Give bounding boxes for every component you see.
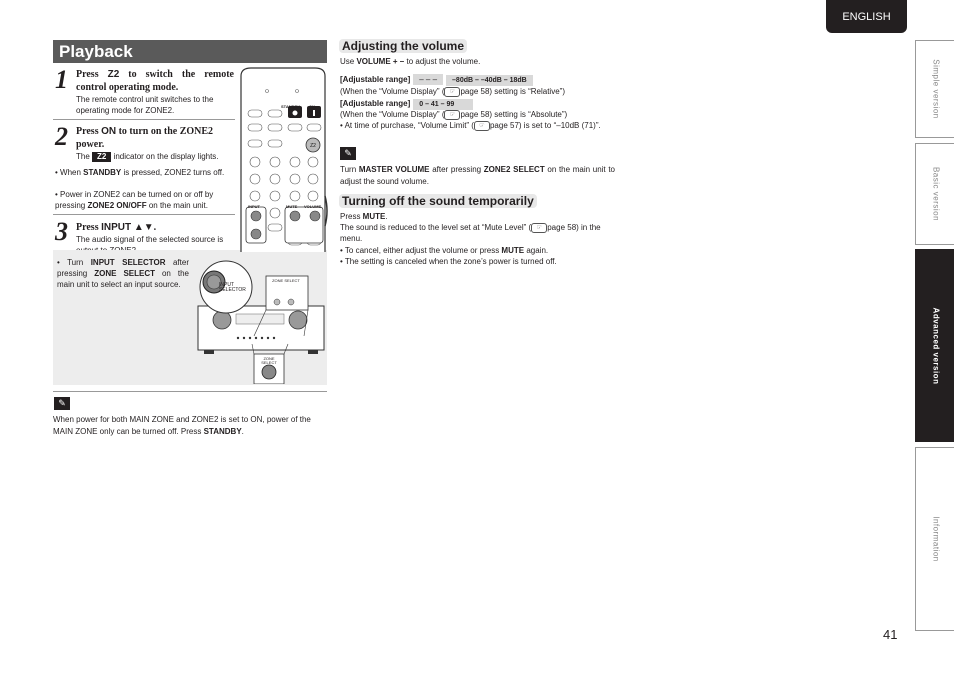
text: .	[241, 427, 244, 436]
text: The setting is canceled when the zone’s power is turned off.	[344, 257, 557, 266]
key-zone2-select: ZONE2 SELECT	[483, 165, 545, 174]
language-tab: ENGLISH	[826, 0, 907, 33]
key-standby: STANDBY	[83, 168, 122, 177]
adjust-range1-note	[340, 86, 565, 97]
adjust-range1	[340, 74, 533, 86]
text: page 57) is set to “–10dB (71)”.	[489, 121, 601, 130]
mute-press-line	[340, 211, 388, 222]
text: Turn	[67, 258, 91, 267]
mute-level-line	[340, 222, 615, 244]
section-title-playback: Playback	[53, 40, 327, 63]
page-ref-icon: ☞	[444, 110, 460, 120]
page-ref-icon: ☞	[531, 223, 547, 233]
key-mute: MUTE	[362, 212, 386, 221]
text: Press	[340, 212, 363, 221]
tab-advanced-version[interactable]	[915, 249, 954, 442]
text: on the main unit to adjust the sound volume.	[340, 165, 616, 186]
text: Power in ZONE2 can be turned on or off by pressing	[55, 190, 214, 210]
text: after pressing	[429, 165, 484, 174]
remote-label-volume: VOLUME	[304, 204, 322, 209]
text: When	[60, 168, 84, 177]
step-number-2: 2	[55, 122, 68, 151]
step2-bullet1: • When STANDBY is pressed, ZONE2 turns off.	[55, 168, 225, 177]
divider	[53, 391, 327, 392]
text: to adjust the volume.	[404, 57, 481, 66]
pencil-icon: ✎	[54, 397, 70, 410]
page-ref-icon: ☞	[444, 87, 460, 97]
svg-text:Z2: Z2	[310, 143, 316, 149]
text: Turn	[340, 165, 359, 174]
step2-body	[76, 151, 236, 162]
range-label: [Adjustable range]	[340, 75, 411, 84]
text: (When the “Volume Display” (	[340, 87, 445, 96]
key-standby: STANDBY	[203, 427, 242, 436]
text: Press	[76, 222, 102, 233]
text: page 58) setting is “Absolute”)	[460, 110, 568, 119]
page-ref-icon: ☞	[474, 121, 490, 131]
text: .	[385, 212, 388, 221]
mute-bullet1: • To cancel, either adjust the volume or press MUTE again.	[340, 246, 549, 255]
playback-note	[53, 414, 328, 438]
text: The sound is reduced to the level set at “Mute Level” (	[340, 223, 532, 232]
key-mute: MUTE	[501, 246, 525, 255]
text: (When the “Volume Display” (	[340, 110, 445, 119]
tab-basic-version[interactable]	[915, 143, 954, 245]
key-master-volume: MASTER VOLUME	[358, 165, 430, 174]
range1-min: – – –	[413, 74, 443, 85]
text: to switch the remote control operating mode.	[76, 69, 234, 93]
remote-control-illustration	[237, 66, 329, 252]
divider	[53, 119, 235, 120]
main-unit-illustration	[194, 258, 326, 384]
range-label: [Adjustable range]	[340, 99, 411, 108]
step-number-1: 1	[55, 65, 68, 94]
step3-bullet: • Turn INPUT SELECTOR after pressing ZONE SELECT on the main unit to select an input source.	[57, 258, 189, 289]
text: to turn on the ZONE2 power.	[76, 126, 214, 150]
step3-title	[76, 221, 234, 234]
text: page 58) setting is “Relative”)	[460, 87, 565, 96]
step3-body: The audio signal of the selected source is	[76, 235, 224, 244]
text: The	[76, 152, 93, 161]
range2-values: 0 – 41 – 99	[413, 99, 473, 110]
text: To cancel, either adjust the volume or press	[344, 246, 502, 255]
key-volume: VOLUME + –	[356, 57, 405, 66]
text: .	[153, 222, 157, 233]
text: Use	[340, 57, 357, 66]
adjust-range2-note	[340, 109, 567, 120]
step2-title	[76, 125, 234, 151]
adjust-use-line	[340, 56, 480, 67]
knob-label-zone-select-detail: ZONE SELECT	[261, 356, 277, 365]
text: on the main unit to select an input source.	[57, 269, 189, 289]
tab-label: Information	[931, 516, 940, 562]
tab-simple-version[interactable]	[915, 40, 954, 138]
adjust-note	[340, 164, 615, 188]
step1-title	[76, 68, 234, 94]
adjust-bullet: • At time of purchase, “Volume Limit” ( ☞ page 57) is set to “–10dB (71)”.	[340, 121, 601, 130]
mute-bullet2: • The setting is canceled when the zone’s power is turned off.	[340, 257, 557, 266]
remote-label-input: INPUT	[248, 204, 260, 209]
pencil-icon: ✎	[340, 147, 356, 160]
text: after pressing	[57, 258, 189, 278]
section-title-mute: Turning off the sound temporarily	[339, 194, 537, 208]
step1-body: The remote control unit switches to the operating mode for ZONE2.	[76, 95, 214, 115]
z2-indicator-badge: Z2	[92, 152, 111, 162]
text: is pressed, ZONE2 turns off.	[121, 168, 225, 177]
step-number-3: 3	[55, 217, 68, 246]
divider	[53, 214, 235, 215]
text: indicator on the display lights.	[111, 152, 219, 161]
range1-values: –80dB – –40dB – 18dB	[446, 75, 533, 86]
text: Press	[76, 126, 102, 137]
tab-label: Basic version	[931, 166, 940, 222]
remote-label-on: ON	[309, 104, 315, 109]
remote-label-mute: MUTE	[286, 204, 298, 209]
text: page 58) in the menu.	[340, 223, 601, 243]
remote-label-standby: STANDBY	[281, 104, 301, 109]
text: again.	[524, 246, 549, 255]
key-z2: Z2	[107, 69, 120, 80]
step2-bullet2: • Power in ZONE2 can be turned on or off by pressing ZONE2 ON/OFF on the main unit.	[55, 190, 214, 210]
key-zone2-onoff: ZONE2 ON/OFF	[87, 201, 147, 210]
text: When power for both MAIN ZONE and ZONE2 is set to ON, power of the MAIN ZONE only can be turned off. Press	[53, 415, 311, 436]
tab-information[interactable]	[915, 447, 954, 631]
text: on the main unit.	[146, 201, 208, 210]
key-zone-select: ZONE SELECT	[94, 269, 155, 278]
knob-label-zone-select: ZONE SELECT	[272, 278, 300, 283]
tab-label: Advanced version	[931, 307, 940, 384]
knob-label-input-selector: INPUT SELECTOR	[219, 282, 246, 293]
key-input-selector: INPUT SELECTOR	[90, 258, 166, 267]
text: Press	[76, 69, 108, 80]
key-input-updown: INPUT ▲▼	[101, 222, 154, 233]
page-number: 41	[883, 627, 898, 642]
tab-label: Simple version	[931, 59, 940, 119]
text: At time of purchase, “Volume Limit” (	[344, 121, 474, 130]
key-on: ON	[101, 126, 117, 137]
section-title-adjust-volume: Adjusting the volume	[339, 39, 467, 53]
